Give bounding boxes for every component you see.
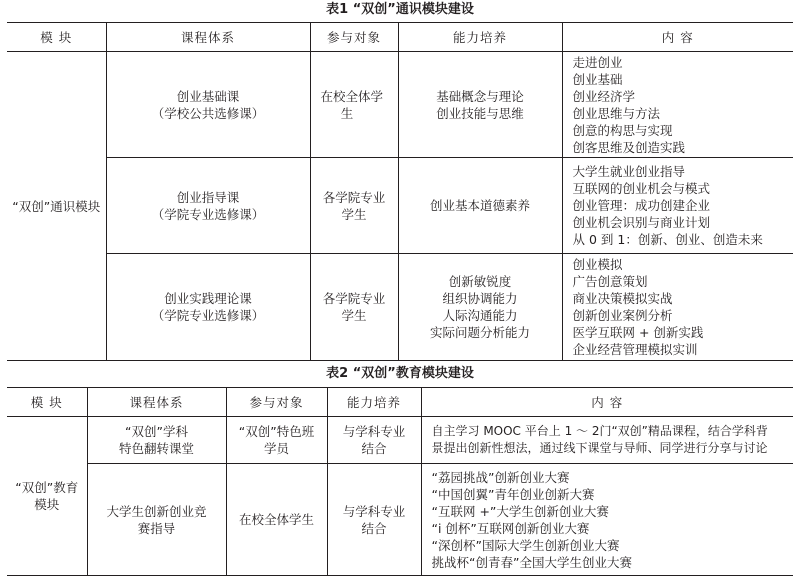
table1-header-content: 内 容 — [562, 23, 793, 52]
ability-cell — [327, 417, 421, 464]
content-line: 创意的构思与实现 — [572, 122, 673, 138]
content-line: “深创杯”国际大学生创新创业大赛 — [431, 537, 620, 553]
table1-header-module: 模 块 — [7, 23, 106, 52]
ability-line: 基础概念与理论 — [436, 88, 524, 104]
content-line: 大学生就业创业指导 — [572, 164, 686, 179]
course-cell — [87, 464, 226, 576]
course-line: （学院专业选修课） — [151, 206, 265, 222]
course-line: 大学生创新创业竞 — [106, 503, 207, 519]
target-line: “双创”特色班 — [238, 424, 315, 439]
content-line: “i 创杯”互联网创新创业大赛 — [431, 520, 590, 536]
content-line: 创新创业案例分析 — [572, 308, 673, 323]
target-cell — [310, 158, 398, 254]
target-line: 在校全体学 — [320, 88, 384, 104]
table-row — [7, 158, 793, 254]
target-line: 学生 — [341, 308, 367, 323]
target-line: 生 — [340, 105, 354, 121]
course-cell — [106, 158, 310, 254]
table2-header-course: 课程体系 — [87, 388, 226, 417]
content-line: “荔园挑战”创新创业大赛 — [431, 469, 570, 485]
content-line: 企业经营管理模拟实训 — [572, 342, 698, 357]
ability-line: 结合 — [361, 520, 387, 536]
table2 — [7, 387, 793, 576]
table2-module-label: “双创”教育模块 — [15, 480, 79, 512]
content-line: “中国创翼”青年创业创新大赛 — [431, 486, 595, 502]
content-line: 挑战杯“创青春”全国大学生创业大赛 — [431, 554, 632, 570]
content-line: 创业经济学 — [572, 88, 636, 104]
ability-line: 与学科专业 — [342, 503, 406, 519]
course-line: （学院专业选修课） — [151, 308, 265, 323]
table1 — [7, 22, 793, 361]
table2-caption: 表2 “双创”教育模块建设 — [326, 366, 474, 381]
ability-cell — [398, 254, 562, 361]
table1-header-row — [7, 23, 793, 52]
ability-line: 人际沟通能力 — [442, 308, 518, 323]
ability-line: 结合 — [361, 441, 387, 456]
content-line: “互联网 +”大学生创新创业大赛 — [431, 503, 609, 519]
ability-line: 创业基本道德素养 — [429, 198, 530, 213]
table2-header-module: 模 块 — [7, 388, 87, 417]
table-row — [7, 417, 793, 464]
ability-line: 创新敏锐度 — [448, 274, 512, 289]
table1-header-ability: 能力培养 — [398, 23, 562, 52]
content-line: 创业模拟 — [572, 257, 623, 272]
table1-module-label: “双创”通识模块 — [12, 198, 101, 214]
target-line: 在校全体学生 — [238, 512, 314, 527]
table-row — [7, 52, 793, 158]
course-cell — [106, 52, 310, 158]
target-line: 各学院专业 — [322, 189, 386, 205]
table2-module-cell — [7, 417, 87, 576]
content-line: 互联网的创业机会与模式 — [572, 181, 711, 196]
course-cell — [87, 417, 226, 464]
content-line: 广告创意策划 — [572, 274, 648, 289]
table-row — [7, 254, 793, 361]
content-line: 创业机会识别与商业计划 — [572, 215, 711, 230]
table1-caption: 表1 “双创”通识模块建设 — [326, 2, 474, 17]
ability-line: 实际问题分析能力 — [429, 325, 530, 340]
course-line: （学校公共选修课） — [151, 105, 265, 121]
target-cell — [310, 52, 398, 158]
ability-line: 组织协调能力 — [442, 291, 518, 306]
course-line: 创业指导课 — [176, 189, 240, 205]
target-line: 各学院专业 — [322, 291, 386, 306]
table2-header-ability: 能力培养 — [327, 388, 421, 417]
ability-line: 与学科专业 — [342, 424, 406, 439]
ability-line: 创业技能与思维 — [436, 105, 524, 121]
course-line: 创业实践理论课 — [164, 291, 252, 306]
content-cell — [421, 417, 793, 464]
target-cell — [226, 417, 327, 464]
target-line: 学生 — [341, 206, 367, 222]
ability-cell — [327, 464, 421, 576]
ability-cell — [398, 52, 562, 158]
content-line: 自主学习 MOOC 平台上 1 ～ 2门“双创”精品课程，结合学科背 — [431, 424, 768, 438]
content-cell — [562, 254, 793, 361]
course-line: 创业基础课 — [176, 88, 240, 104]
table1-header-course: 课程体系 — [106, 23, 310, 52]
content-cell — [562, 52, 793, 158]
course-cell — [106, 254, 310, 361]
course-line: 特色翻转课堂 — [118, 441, 194, 456]
table2-header-content: 内 容 — [421, 388, 793, 417]
ability-cell — [398, 158, 562, 254]
table1-module-cell — [7, 52, 106, 361]
table-row — [7, 464, 793, 576]
content-line: 从 0 到 1：创新、创业、创造未来 — [572, 232, 763, 247]
course-line: “双创”学科 — [125, 424, 188, 439]
target-cell — [310, 254, 398, 361]
table1-header-target: 参与对象 — [310, 23, 398, 52]
content-line: 创业基础 — [572, 71, 623, 87]
content-line: 走进创业 — [572, 54, 623, 70]
course-line: 赛指导 — [137, 520, 176, 536]
content-line: 创客思维及创造实践 — [572, 139, 686, 155]
content-line: 医学互联网 + 创新实践 — [572, 325, 704, 340]
target-cell — [226, 464, 327, 576]
content-line: 景提出创新性想法，通过线下课堂与导师、同学进行分享与讨论 — [431, 441, 768, 455]
content-cell — [421, 464, 793, 576]
content-line: 商业决策模拟实战 — [572, 291, 673, 306]
content-line: 创业思维与方法 — [572, 105, 661, 121]
table2-header-target: 参与对象 — [226, 388, 327, 417]
content-line: 创业管理：成功创建企业 — [572, 198, 711, 213]
table2-header-row — [7, 388, 793, 417]
target-line: 学员 — [263, 441, 289, 456]
content-cell — [562, 158, 793, 254]
